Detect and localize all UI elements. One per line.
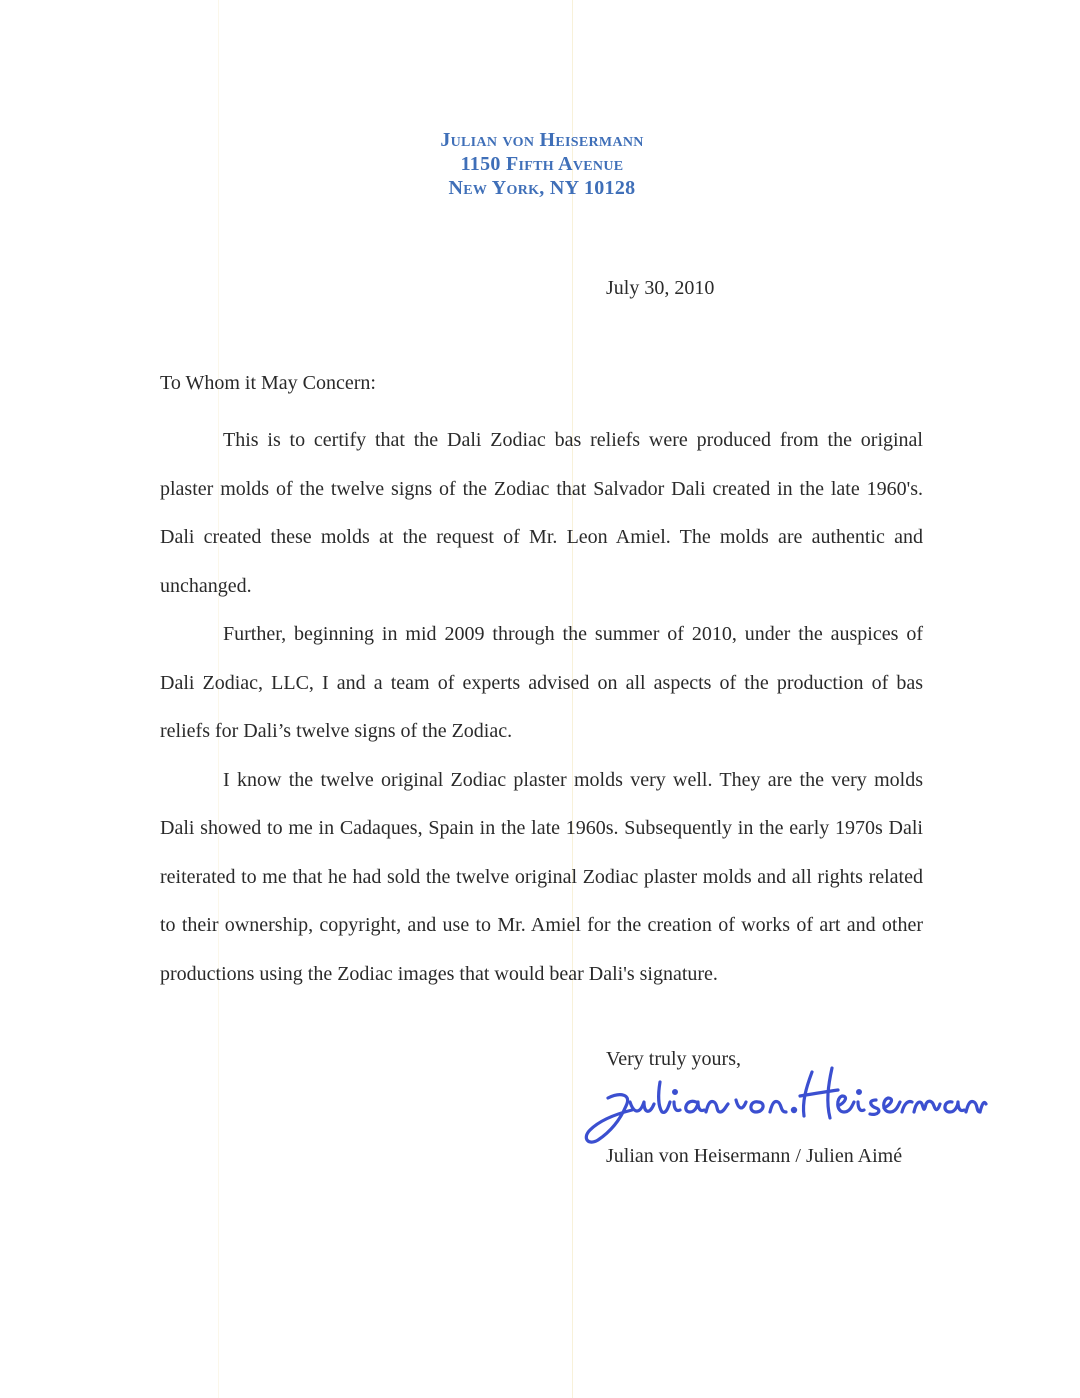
- letterhead-street: 1150 Fifth Avenue: [460, 153, 624, 175]
- handwritten-signature: [580, 1058, 990, 1148]
- signer-name: Julian von Heisermann / Julien Aimé: [606, 1145, 903, 1167]
- body-paragraph-2: Further, beginning in mid 2009 through the summer of 2010, under the auspices of Dali Zodiac, LLC, I and a team of experts advised on all aspects of the production of bas reliefs for Dali’s twelve signs of the Zodiac.: [160, 623, 923, 742]
- closing: Very truly yours,: [606, 1048, 741, 1070]
- letterhead: [0, 128, 1080, 200]
- letter-body: [160, 416, 923, 998]
- letterhead-name: Julian von Heisermann: [440, 129, 644, 151]
- body-paragraph-3: I know the twelve original Zodiac plaster molds very well. They are the very molds Dali showed to me in Cadaques, Spain in the late 1960s. Subsequently in the early 1970s Dali reiterated to me that he had sold the twelve original Zodiac plaster molds and all rights related to their ownership, copyright, and use to Mr. Amiel for the creation of works of art and other productions using the Zodiac images that would bear Dali's signature.: [160, 768, 923, 985]
- body-paragraph-1: This is to certify that the Dali Zodiac bas reliefs were produced from the original plaster molds of the twelve signs of the Zodiac that Salvador Dali created in the late 1960's. Dali created these molds at the request of Mr. Leon Amiel. The molds are authentic and unchanged.: [160, 429, 923, 597]
- salutation: To Whom it May Concern:: [160, 372, 376, 394]
- letterhead-city: New York, NY 10128: [448, 177, 636, 199]
- letter-date: July 30, 2010: [606, 277, 715, 299]
